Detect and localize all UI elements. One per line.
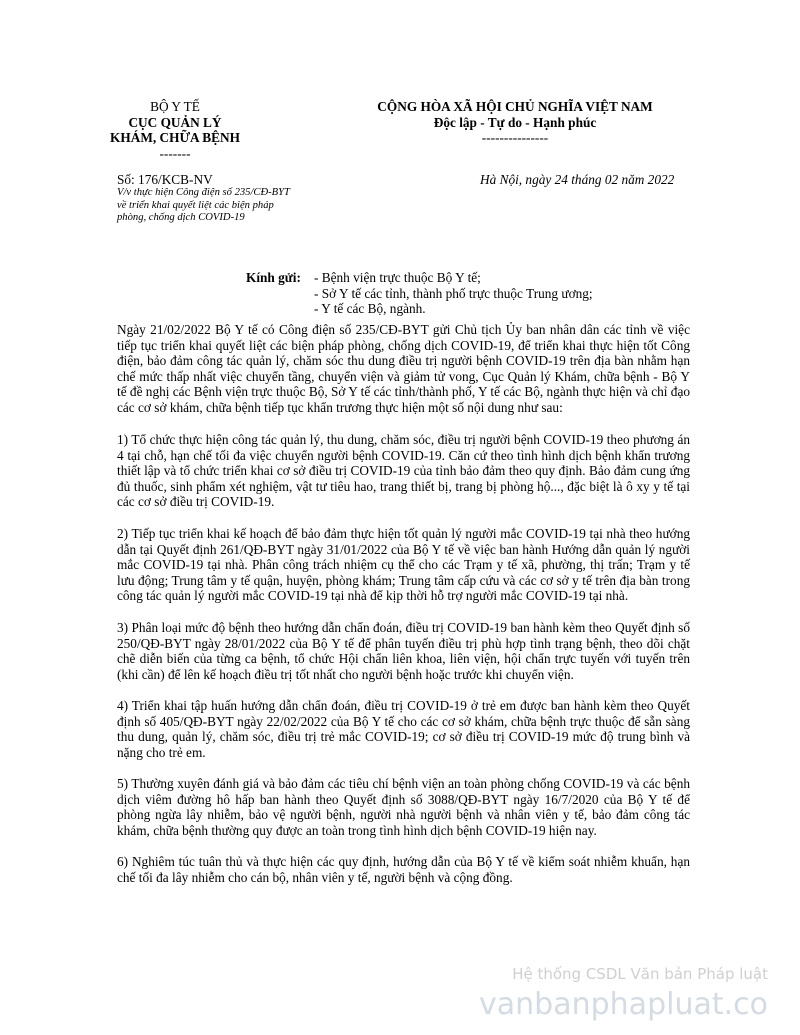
item-paragraph-4 — [117, 698, 690, 760]
issuing-agency — [60, 99, 290, 161]
item-paragraph-6 — [117, 854, 690, 885]
item-paragraph-1 — [117, 432, 690, 510]
intro-paragraph — [117, 322, 690, 416]
nation-name: CỘNG HÒA XÃ HỘI CHỦ NGHĨA VIỆT NAM — [377, 99, 653, 114]
right-divider: --------------- — [481, 130, 549, 146]
document-subject — [117, 187, 317, 225]
department-name-line2: KHÁM, CHỮA BỆNH — [110, 130, 240, 146]
national-heading — [310, 99, 720, 146]
department-name-line1: CỤC QUẢN LÝ — [128, 114, 222, 130]
item-text: 5) Thường xuyên đánh giá và bảo đảm các tiêu chí bệnh viện an toàn phòng chống COVID-19 và các bệnh dịch viêm đường hô hấp ban hành theo Quyết định số 3088/QĐ-BYT ngày 16/7/2020 của Bộ Y tế để phòng ngừa lây nhiễm, bảo vệ người bệnh, người nhà người bệnh và nhân viên y tế, bảo đảm công tác khám, chữa bệnh thường quy được an toàn trong tình hình dịch bệnh COVID-19 hiện nay. — [117, 776, 690, 838]
item-paragraph-5 — [117, 776, 690, 838]
item-text: 3) Phân loại mức độ bệnh theo hướng dẫn chẩn đoán, điều trị COVID-19 ban hành kèm theo Quyết định số 250/QĐ-BYT ngày 28/01/2022 của Bộ Y tế để phân tuyến điều trị phù hợp tình trạng bệnh, theo dõi chặt chẽ diễn biến của từng ca bệnh, tổ chức Hội chẩn liên khoa, liên viện, hội chẩn trực tuyến với tuyến trên (khi cần) để lên kế hoạch điều trị tốt nhất cho người bệnh hoặc trước khi chuyển viện. — [117, 620, 690, 682]
recipients-label: Kính gửi: — [246, 270, 301, 285]
subject-line: về triển khai quyết liệt các biện pháp — [117, 199, 274, 211]
recipients-block — [246, 270, 593, 317]
site-watermark — [479, 963, 768, 1025]
watermark-caption: Hệ thống CSDL Văn bản Pháp luật — [512, 965, 768, 983]
national-motto: Độc lập - Tự do - Hạnh phúc — [433, 114, 597, 130]
document-number: Số: 176/KCB-NV — [117, 172, 213, 187]
item-text: 4) Triển khai tập huấn hướng dẫn chẩn đoán, điều trị COVID-19 ở trẻ em được ban hành kèm theo Quyết định số 405/QĐ-BYT ngày 22/02/2022 của Bộ Y tế cho các cơ sở khám, chữa bệnh trực thuộc để sẵn sàng thu dung, quản lý, chăm sóc, điều trị trẻ mắc COVID-19; cơ sở điều trị COVID-19 mức độ trung bình và nặng cho trẻ em. — [117, 698, 690, 760]
recipient-item: - Y tế các Bộ, ngành. — [314, 301, 426, 317]
left-divider: ------- — [159, 145, 191, 161]
item-paragraph-3 — [117, 620, 690, 682]
item-text: 2) Tiếp tục triển khai kế hoạch để bảo đảm thực hiện tốt quản lý người mắc COVID-19 tại nhà theo hướng dẫn tại Quyết định 261/QĐ-BYT ngày 31/01/2022 của Bộ Y tế về việc ban hành Hướng dẫn quản lý người mắc COVID-19 tại nhà. Phân công trách nhiệm cụ thể cho các Trạm y tế xã, phường, thị trấn; Trạm y tế lưu động; Trung tâm y tế quận, huyện, phòng khám; Trung tâm cấp cứu và các cơ sở y tế trên địa bàn trong công tác quản lý người mắc COVID-19 tại nhà để kịp thời hỗ trợ người mắc COVID-19 tại nhà. — [117, 526, 690, 604]
document-date: Hà Nội, ngày 24 tháng 02 năm 2022 — [480, 172, 675, 187]
recipient-item: - Bệnh viện trực thuộc Bộ Y tế; — [314, 270, 481, 285]
item-paragraph-2 — [117, 526, 690, 604]
item-text: 6) Nghiêm túc tuân thủ và thực hiện các quy định, hướng dẫn của Bộ Y tế về kiểm soát nhiễm khuẩn, hạn chế tối đa lây nhiễm cho cán bộ, nhân viên y tế, người bệnh và cộng đồng. — [117, 854, 690, 885]
recipient-item: - Sở Y tế các tỉnh, thành phố trực thuộc Trung ương; — [314, 285, 593, 301]
item-text: 1) Tổ chức thực hiện công tác quản lý, thu dung, chăm sóc, điều trị người bệnh COVID-19 theo phương án 4 tại chỗ, hạn chế tối đa việc chuyển người bệnh COVID-19. Căn cứ theo tình hình dịch bệnh khẩn trương thiết lập và tổ chức triển khai cơ sở điều trị COVID-19 của tỉnh bảo đảm theo quy định. Bảo đảm cung ứng đủ thuốc, sinh phẩm xét nghiệm, vật tư tiêu hao, trang thiết bị, trang bị phòng hộ..., đặc biệt là ô xy y tế tại các cơ sở điều trị COVID-19. — [117, 432, 690, 510]
ministry-name: BỘ Y TẾ — [150, 99, 200, 114]
intro-text: Ngày 21/02/2022 Bộ Y tế có Công điện số 235/CĐ-BYT gửi Chủ tịch Ủy ban nhân dân các tỉnh về việc tiếp tục triển khai quyết liệt các biện pháp phòng, chống dịch COVID-19, để triển khai thực hiện tốt Công điện, bảo đảm công tác quản lý, chăm sóc thu dung điều trị người bệnh COVID-19 trên địa bàn nhằm hạn chế mức thấp nhất việc chuyển tầng, chuyển viện và giảm tử vong, Cục Quản lý Khám, chữa bệnh - Bộ Y tế đề nghị các Bệnh viện trực thuộc Bộ, Sở Y tế các tỉnh/thành phố, Y tế các Bộ, ngành thực hiện và chỉ đạo các cơ sở khám, chữa bệnh tiếp tục khẩn trương thực hiện một số nội dung như sau: — [117, 322, 690, 415]
recipients-list — [314, 270, 593, 317]
subject-line: phòng, chống dịch COVID-19 — [117, 212, 245, 223]
subject-line: V/v thực hiện Công điện số 235/CĐ-BYT — [117, 187, 290, 198]
watermark-domain: vanbanphapluat.co — [479, 987, 768, 1022]
